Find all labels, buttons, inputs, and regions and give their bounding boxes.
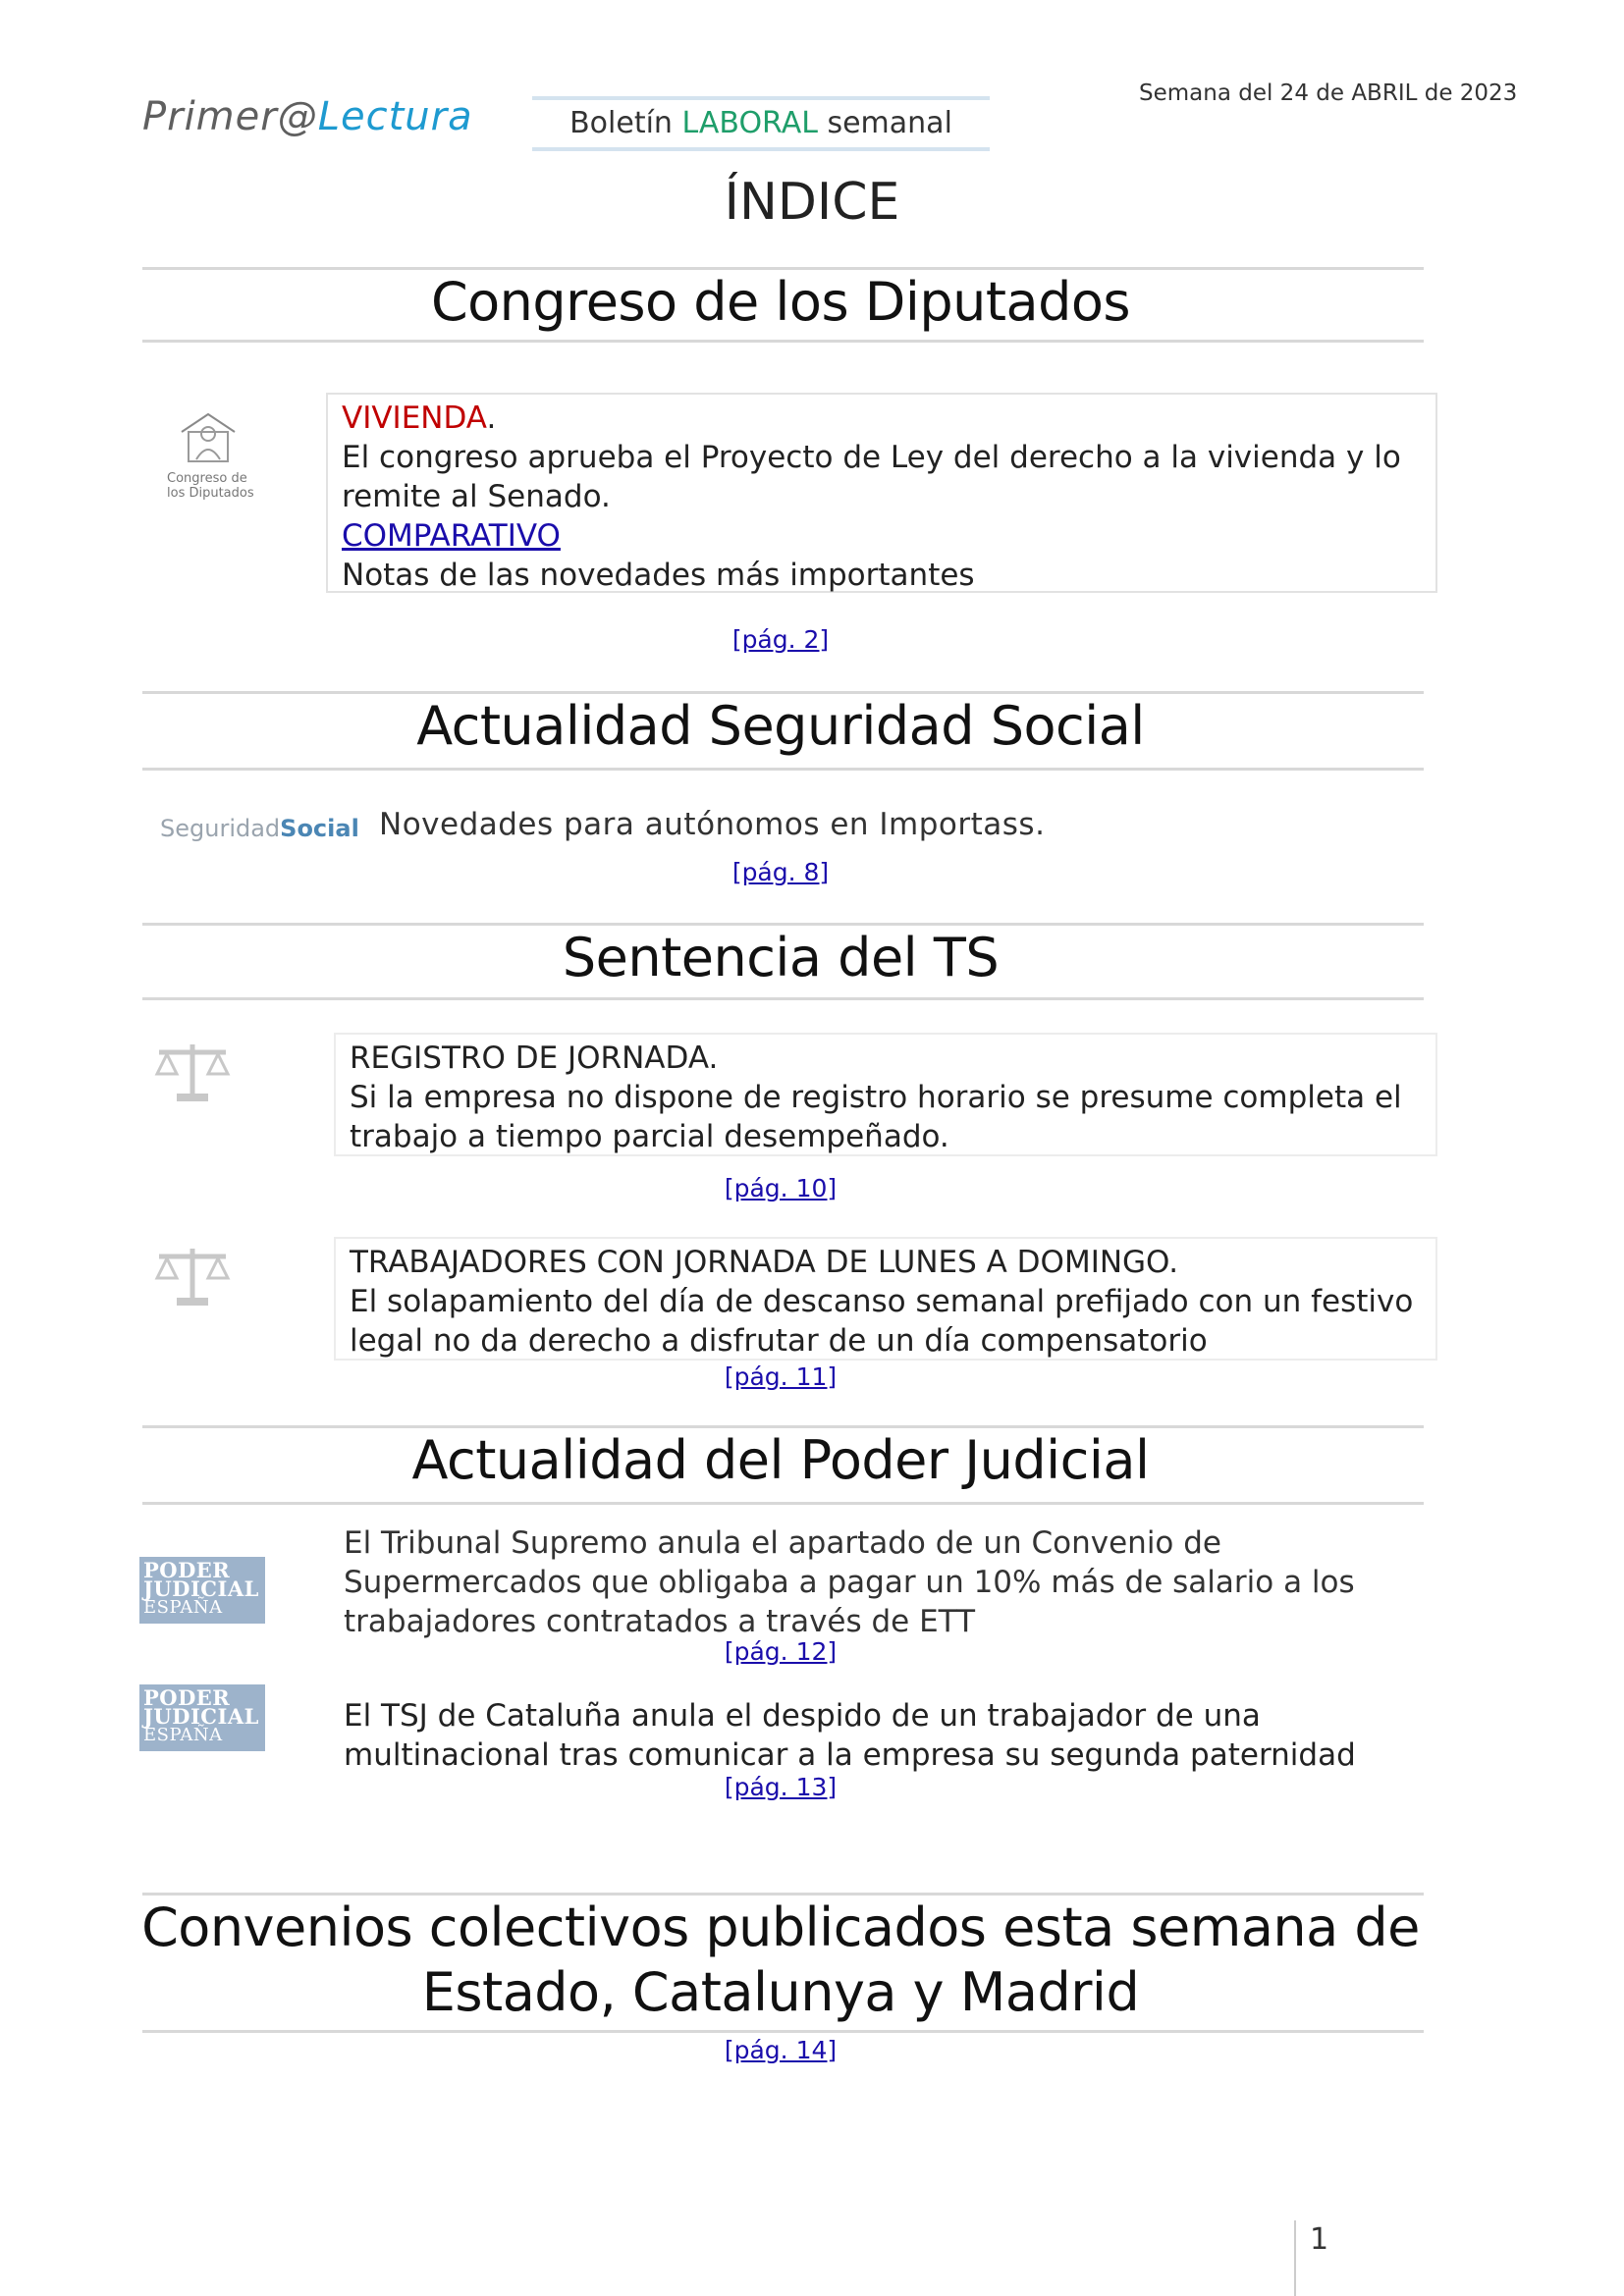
judicial-entry-text: El Tribunal Supremo anula el apartado de un Convenio de Supermercados que obligaba a pagar un 10% más de salario a los trabajadores contratados a través de ETT [344, 1525, 1355, 1639]
pj-logo-line3: ESPAÑA [143, 1725, 223, 1745]
scales-of-justice-icon [153, 1241, 232, 1309]
section-divider [142, 1425, 1424, 1428]
entry-registro-jornada [334, 1033, 1437, 1156]
seguridad-social-logo [160, 815, 359, 842]
section-title-congreso: Congreso de los Diputados [430, 271, 1131, 333]
bulletin-post: semanal [817, 106, 952, 140]
poder-judicial-logo [139, 1684, 265, 1751]
entry-text: El congreso aprueba el Proyecto de Ley del derecho a la vivienda y lo remite al Senado. [342, 440, 1401, 514]
judicial-entry-text: El TSJ de Cataluña anula el despido de un trabajador de una multinacional tras comunicar a la empresa su segunda paternidad [344, 1698, 1356, 1773]
brand-logo-part1: Primer@ [142, 94, 318, 139]
brand-logo [142, 94, 473, 139]
section-divider [142, 1502, 1424, 1505]
section-title-seguridad: Actualidad Seguridad Social [416, 695, 1145, 757]
bulletin-title [532, 96, 990, 151]
pj-logo-line3: ESPAÑA [143, 1597, 223, 1618]
pj-logo-line2: JUDICIAL [143, 1576, 259, 1601]
congreso-logo [167, 410, 255, 518]
entry-keyword-suffix: . [486, 400, 497, 436]
section-divider [142, 768, 1424, 771]
entry-text: Si la empresa no dispone de registro horario se presume completa el trabajo a tiempo parcial desempeñado. [350, 1080, 1402, 1154]
entry-note: Notas de las novedades más importantes [342, 558, 975, 593]
section-divider [142, 1893, 1424, 1896]
week-date: Semana del 24 de ABRIL de 2023 [1139, 80, 1518, 106]
congreso-building-icon [167, 410, 255, 469]
pj-logo-line1: PODER [143, 1558, 231, 1582]
section-title-convenios-2: Estado, Catalunya y Madrid [421, 1961, 1140, 2023]
scales-of-justice-icon [153, 1037, 232, 1105]
poder-judicial-logo [139, 1557, 265, 1624]
index-title: ÍNDICE [724, 173, 900, 232]
entry-heading: TRABAJADORES CON JORNADA DE LUNES A DOMINGO. [350, 1245, 1179, 1280]
section-title-ts: Sentencia del TS [562, 927, 1000, 988]
footer-divider [1294, 2220, 1296, 2296]
section-divider [142, 691, 1424, 694]
entry-heading: REGISTRO DE JORNADA. [350, 1041, 719, 1076]
page-link[interactable]: [pág. 13] [724, 1773, 838, 1801]
pj-logo-line1: PODER [143, 1685, 231, 1710]
page-link[interactable]: [pág. 8] [731, 858, 830, 886]
page-number: 1 [1310, 2222, 1329, 2257]
page-link[interactable]: [pág. 11] [724, 1362, 838, 1391]
seguridad-logo-bold: Social [280, 815, 359, 842]
congreso-logo-text-1: Congreso de [167, 471, 247, 486]
page-link[interactable]: [pág. 10] [724, 1174, 838, 1202]
entry-text: El solapamiento del día de descanso semanal prefijado con un festivo legal no da derecho a disfrutar de un día compensatorio [350, 1284, 1414, 1359]
section-divider [142, 267, 1424, 270]
brand-logo-part2: Lectura [317, 94, 473, 139]
entry-keyword-line [342, 399, 1424, 438]
entry-keyword: VIVIENDA [342, 400, 487, 436]
page-link[interactable]: [pág. 2] [731, 625, 830, 654]
page-link[interactable]: [pág. 14] [724, 2036, 838, 2064]
section-divider [142, 923, 1424, 926]
page-link[interactable]: [pág. 12] [724, 1637, 838, 1666]
entry-vivienda [326, 393, 1437, 593]
section-title-convenios-1: Convenios colectivos publicados esta semana de [141, 1896, 1420, 1958]
bulletin-pre: Boletín [569, 106, 682, 140]
pj-logo-line2: JUDICIAL [143, 1704, 259, 1729]
entry-lunes-domingo [334, 1237, 1437, 1361]
seguridad-logo-light: Seguridad [160, 815, 281, 842]
section-divider [142, 340, 1424, 343]
bulletin-highlight: LABORAL [681, 106, 818, 140]
section-divider [142, 997, 1424, 1000]
section-divider [142, 2030, 1424, 2033]
section-title-judicial: Actualidad del Poder Judicial [411, 1429, 1150, 1491]
comparativo-link[interactable]: COMPARATIVO [342, 518, 561, 554]
congreso-logo-text-2: los Diputados [167, 486, 254, 501]
seguridad-text: Novedades para autónomos en Importass. [379, 807, 1046, 842]
